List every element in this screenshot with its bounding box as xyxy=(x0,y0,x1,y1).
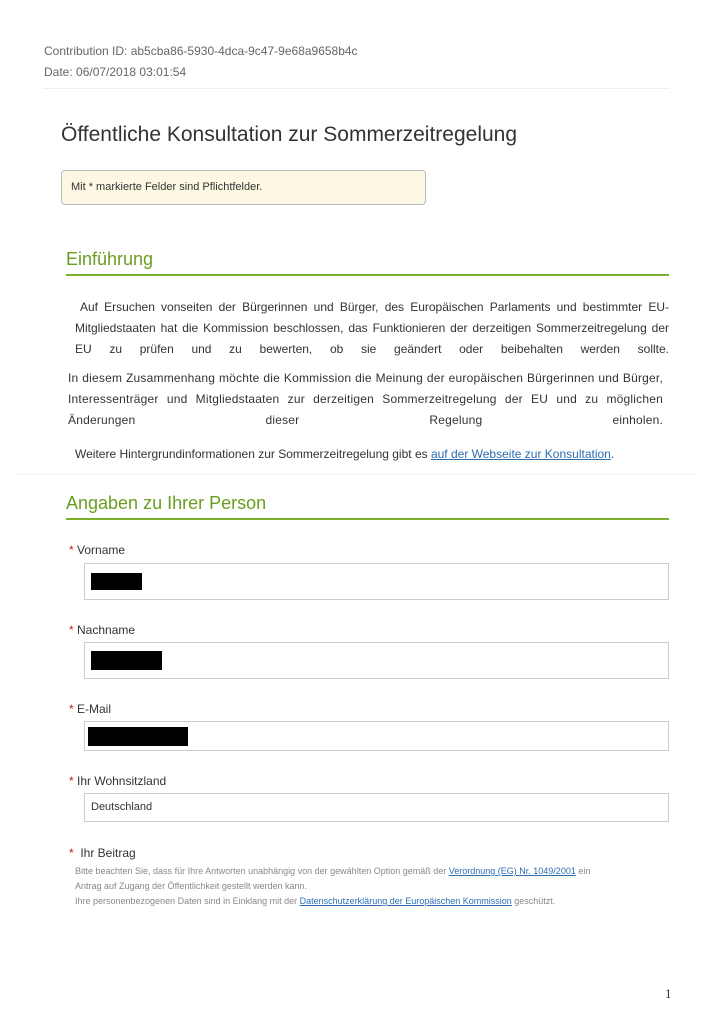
page-number: 1 xyxy=(665,986,672,1001)
firstname-label-text: Vorname xyxy=(77,543,126,557)
submission-date: Date: 06/07/2018 03:01:54 xyxy=(44,65,187,79)
privacy-note-1-text: Bitte beachten Sie, dass für Ihre Antworten unabhängig von der gewählten Option gemäß der xyxy=(75,866,449,876)
privacy-note-1-end: ein xyxy=(575,866,591,876)
country-field[interactable] xyxy=(84,793,669,822)
intro-paragraph-3 xyxy=(75,444,675,465)
required-marker: * xyxy=(69,774,74,788)
section-separator xyxy=(18,474,698,475)
consultation-website-link[interactable]: auf der Webseite zur Konsultation xyxy=(430,447,611,461)
country-value: Deutschland xyxy=(91,801,153,813)
redacted-value xyxy=(91,651,162,670)
intro-paragraph-1: Auf Ersuchen vonseiten der Bürgerinnen und Bürger, des Europäischen Parlaments und bestimmter EU-Mitgliedstaaten hat die Kommission beschlossen, das Funktionieren der derzeitigen Sommerzeitregelung der EU zu prüfen und zu bewerten, ob sie geändert oder beibehalten werden sollte. xyxy=(75,300,669,356)
contribution-id: Contribution ID: ab5cba86-5930-4dca-9c47-9e68a9658b4c xyxy=(44,44,358,58)
required-marker: * xyxy=(69,543,74,557)
country-label xyxy=(69,774,166,788)
intro-paragraph-2: In diesem Zusammenhang möchte die Kommission die Meinung der europäischen Bürgerinnen und Bürger, Interessenträger und Mitgliedstaaten zur derzeitigen Sommerzeitregelung der EU und zu möglichen Änderungen dieser Regelung einholen. xyxy=(68,371,663,427)
intro-heading: Einführung xyxy=(66,249,154,269)
privacy-note-1 xyxy=(75,864,590,879)
privacy-statement-link[interactable]: Datenschutzerklärung der Europäischen Kommission xyxy=(299,896,512,906)
privacy-note-2 xyxy=(75,894,555,909)
header-divider xyxy=(43,88,670,89)
person-divider xyxy=(66,518,669,520)
lastname-label-text: Nachname xyxy=(77,623,136,637)
lastname-field[interactable] xyxy=(84,642,669,679)
required-fields-notice: Mit * markierte Felder sind Pflichtfelder. xyxy=(61,170,426,205)
intro-paragraph-3-text: Weitere Hintergrundinformationen zur Sommerzeitregelung gibt es xyxy=(75,447,431,461)
intro-paragraph-3-end: . xyxy=(610,447,615,461)
privacy-note-2-text: Ihre personenbezogenen Daten sind in Einklang mit der xyxy=(75,896,300,906)
person-heading: Angaben zu Ihrer Person xyxy=(66,493,267,513)
firstname-label xyxy=(69,543,125,557)
required-marker: * xyxy=(69,702,74,716)
email-label xyxy=(69,702,111,716)
redacted-value xyxy=(91,573,142,590)
privacy-note-1-line2: Antrag auf Zugang der Öffentlichkeit gestellt werden kann. xyxy=(75,881,307,891)
page-title: Öffentliche Konsultation zur Sommerzeitregelung xyxy=(61,123,518,146)
email-field[interactable] xyxy=(84,721,669,751)
country-label-text: Ihr Wohnsitzland xyxy=(77,774,167,788)
email-label-text: E-Mail xyxy=(77,702,112,716)
lastname-label xyxy=(69,623,135,637)
regulation-link[interactable]: Verordnung (EG) Nr. 1049/2001 xyxy=(448,866,576,876)
intro-divider xyxy=(66,274,669,276)
contribution-label-text: Ihr Beitrag xyxy=(80,846,136,860)
required-marker: * xyxy=(69,846,74,860)
required-marker: * xyxy=(69,623,74,637)
redacted-value xyxy=(88,727,188,746)
contribution-label xyxy=(69,846,136,860)
privacy-note-2-end: geschützt. xyxy=(511,896,556,906)
firstname-field[interactable] xyxy=(84,563,669,600)
